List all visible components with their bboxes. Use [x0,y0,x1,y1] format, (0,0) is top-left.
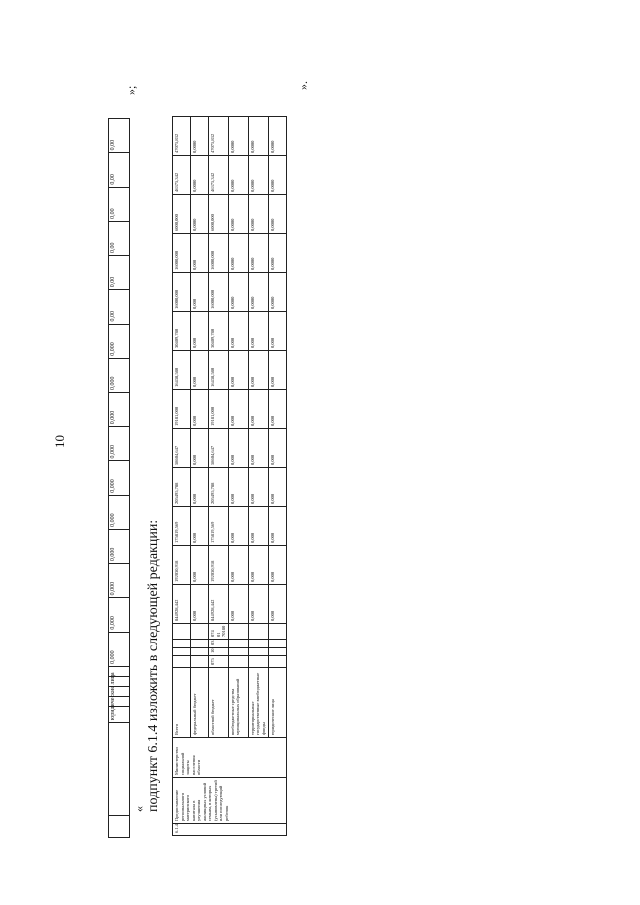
table-cell [248,648,268,656]
table-row [268,117,286,836]
value-cell: 0,000 [109,461,130,495]
row-label: федеральный бюджет [191,668,209,738]
table-cell [228,656,248,668]
value-cell: 0,0000 [191,117,209,156]
value-cell: 0,000 [248,351,268,390]
previous-table-fragment [108,118,130,838]
value-cell: 0,000 [109,324,130,358]
value-cell: 0,0000 [228,234,248,273]
value-cell: 0,0000 [268,273,286,312]
value-cell: 47075,832 [209,117,229,156]
value-cell: 6000,000 [173,195,191,234]
table-row [228,117,248,836]
value-cell: 205495,788 [173,468,191,507]
row-label: территориальные государственные внебюджетные фонды [248,668,268,738]
value-cell: 0,000 [191,390,209,429]
table-row [209,117,229,836]
row-label: областной бюджет [209,668,229,738]
value-cell: 205495,788 [209,468,229,507]
value-cell: 0,0000 [248,234,268,273]
table-cell [173,640,191,648]
table-cell [173,656,191,668]
value-cell: 0,000 [228,585,248,624]
closing-quote-1: »; [124,85,138,95]
value-cell: 0,0000 [191,156,209,195]
table-cell [173,624,191,640]
row-label: юридические лица [268,668,286,738]
page-number: 10 [52,435,67,448]
table-cell [191,624,209,640]
program-table [172,116,287,836]
table-cell [191,656,209,668]
value-cell: 6000,000 [209,195,229,234]
table-row [191,117,209,836]
value-cell: 19181,000 [209,390,229,429]
table-cell [109,815,130,837]
value-cell: 0,000 [191,312,209,351]
table-cell [248,624,268,640]
value-cell: 0,00 [109,153,130,187]
value-cell: 58604,647 [209,429,229,468]
value-cell: 0,00 [109,119,130,153]
row-label: Всего [173,668,191,738]
value-cell: 0,0000 [248,117,268,156]
value-cell: 0,000 [268,468,286,507]
section-heading: подпункт 6.1.4 изложить в следующей редакции: [146,519,161,812]
value-cell: 0,00 [109,187,130,221]
value-cell: 0,000 [268,585,286,624]
value-cell: 0,000 [191,351,209,390]
value-cell: 192030,918 [209,546,229,585]
table-cell [268,648,286,656]
value-cell: 0,000 [191,507,209,546]
item-name: Предоставление регионального материнского капитала в улучшения жилищных условий семьям, в которых (усыновлены) третий или последующий ребенок [173,778,287,824]
table-cell [268,656,286,668]
value-cell: 0,00 [109,290,130,324]
value-cell: 0,000 [109,392,130,426]
table-cell [248,640,268,648]
executor: Министерство социальной защиты населения области [173,738,287,778]
value-cell: 0,0000 [228,156,248,195]
value-cell: 0,00 [109,221,130,255]
table-row [109,119,130,838]
value-cell: 0,0000 [228,273,248,312]
value-cell: 0,000 [268,429,286,468]
value-cell: 0,0000 [248,156,268,195]
value-cell: 16000,000 [209,273,229,312]
value-cell: 19181,000 [173,390,191,429]
value-cell: 0,0000 [268,117,286,156]
value-cell: 0,000 [109,564,130,598]
table-cell [173,648,191,656]
value-cell: 0,000 [109,632,130,666]
value-cell: 0,000 [109,358,130,392]
value-cell: 844928,442 [173,585,191,624]
value-cell: 175819,569 [173,507,191,546]
value-cell: 0,000 [228,429,248,468]
value-cell: 0,0000 [248,195,268,234]
value-cell: 192030,918 [173,546,191,585]
value-cell: 0,0000 [268,234,286,273]
value-cell: 0,000 [109,427,130,461]
table-row [173,117,191,836]
value-cell: 0,000 [228,468,248,507]
value-cell: 0,000 [191,429,209,468]
value-cell: 16000,000 [209,234,229,273]
value-cell: 0,000 [109,529,130,563]
value-cell: 175819,569 [209,507,229,546]
table-cell [191,640,209,648]
value-cell: 0,0000 [248,273,268,312]
csr-code: 074 01 70180 [209,624,229,640]
value-cell: 0,000 [268,351,286,390]
table-cell [268,640,286,648]
closing-quote-2: ». [296,81,310,90]
value-cell: 0,000 [228,312,248,351]
value-cell: 0,000 [248,507,268,546]
value-cell: 0,000 [191,234,209,273]
value-cell: 0,000 [228,546,248,585]
value-cell: 0,000 [248,390,268,429]
table-cell [109,723,130,816]
table-cell [228,624,248,640]
value-cell: 0,000 [268,390,286,429]
value-cell: 16000,000 [173,234,191,273]
value-cell: 844928,442 [209,585,229,624]
opening-quote: « [132,806,146,812]
value-cell: 0,0000 [268,156,286,195]
pr-code: 03 [209,640,229,648]
value-cell: 0,0000 [268,195,286,234]
item-number: 6.1.4 [173,824,287,836]
grbs-code: 075 [209,656,229,668]
value-cell: 16000,000 [173,273,191,312]
value-cell: 0,00 [109,256,130,290]
value-cell: 0,0000 [228,195,248,234]
value-cell: 0,000 [248,585,268,624]
value-cell: 0,000 [248,468,268,507]
value-cell: 30409,780 [173,312,191,351]
value-cell: 47075,832 [173,117,191,156]
value-cell: 0,000 [248,546,268,585]
value-cell: 0,000 [248,429,268,468]
value-cell: 0,000 [191,585,209,624]
value-cell: 0,000 [268,312,286,351]
value-cell: 58604,647 [173,429,191,468]
table-cell [268,624,286,640]
table-cell [191,648,209,656]
row-label: юридические лица [109,707,130,723]
value-cell: 46375,342 [209,156,229,195]
value-cell: 0,000 [228,351,248,390]
value-cell: 30409,780 [209,312,229,351]
value-cell: 0,000 [268,507,286,546]
rz-code: 10 [209,648,229,656]
value-cell: 16438,580 [173,351,191,390]
value-cell: 0,000 [109,495,130,529]
value-cell: 16438,580 [209,351,229,390]
row-label: внебюджетные средства муниципальных образований [228,668,248,738]
table-cell [228,648,248,656]
value-cell: 0,000 [109,598,130,632]
value-cell: 0,0000 [191,195,209,234]
value-cell: 0,000 [191,546,209,585]
table-cell [228,640,248,648]
value-cell: 0,0000 [228,117,248,156]
value-cell: 0,000 [191,273,209,312]
value-cell: 46375,342 [173,156,191,195]
value-cell: 0,000 [268,546,286,585]
table-cell [248,656,268,668]
value-cell: 0,000 [228,507,248,546]
value-cell: 0,000 [228,390,248,429]
value-cell: 0,000 [191,468,209,507]
table-row [248,117,268,836]
value-cell: 0,000 [248,312,268,351]
